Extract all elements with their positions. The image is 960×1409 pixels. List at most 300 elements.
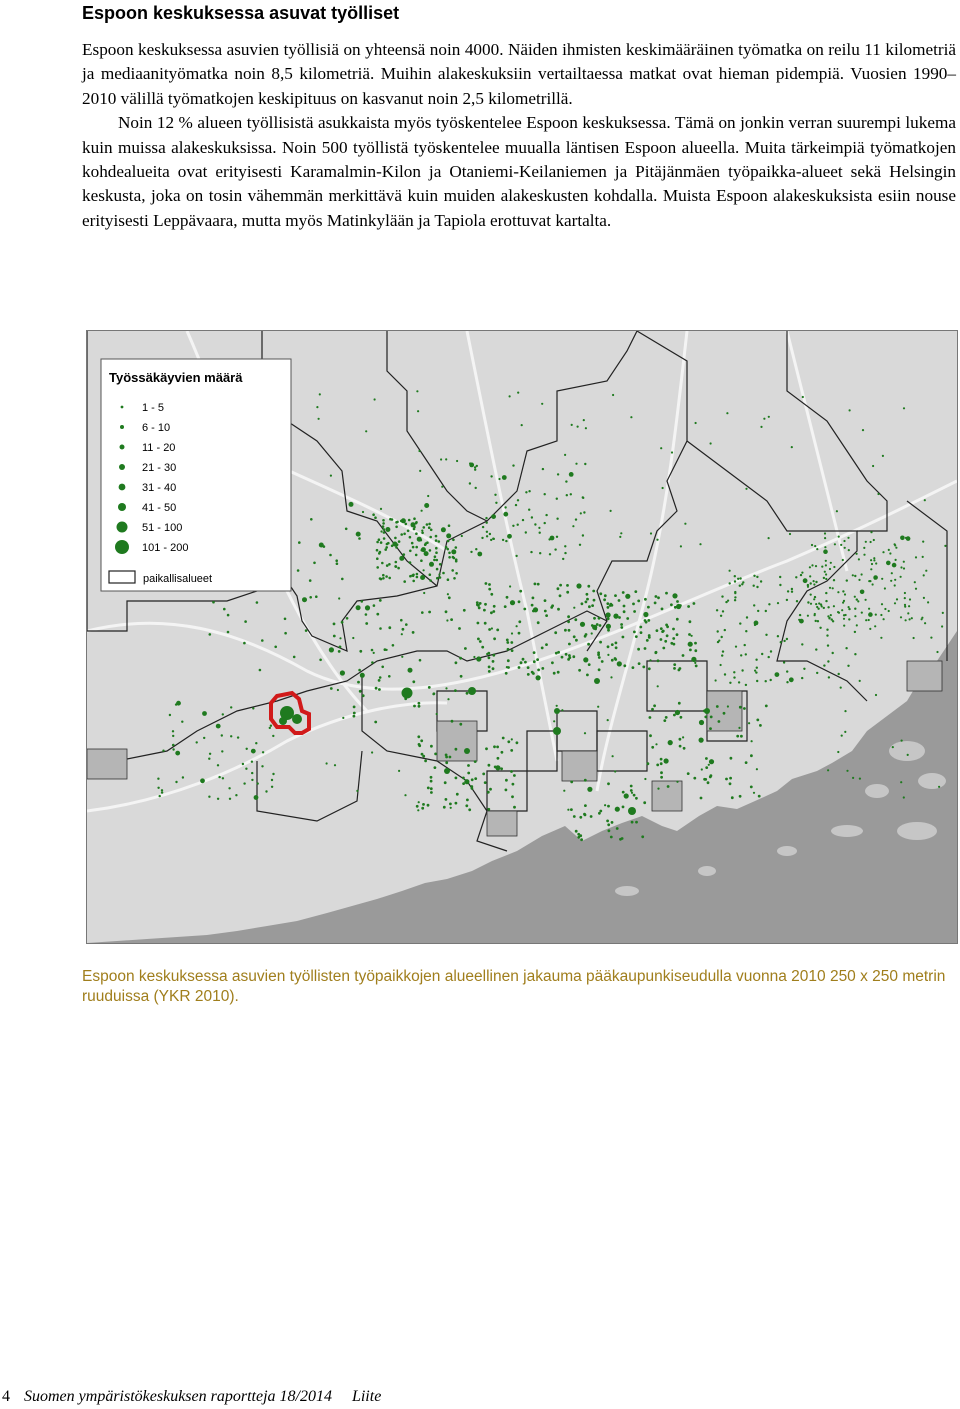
employment-dot <box>936 651 938 653</box>
employment-dot <box>754 621 759 626</box>
employment-dot <box>846 579 848 581</box>
paragraph-1: Espoon keskuksessa asuvien työllisiä on yhteensä noin 4000. Näiden ihmisten keskimääräinen työmatka on reilu 11 kilometriä ja mediaanityömatka noin 8,5 kilometriä. Muihin alakeskuksiin vertailtaessa matkat ovat hieman pidempiä. Vuosien 1990–2010 välillä työmatkojen keskipituus on kasvanut noin 2,5 kilometrillä. <box>82 40 956 108</box>
employment-dot <box>922 541 924 543</box>
employment-dot <box>488 764 491 767</box>
employment-dot <box>379 676 382 679</box>
employment-dot <box>874 578 876 580</box>
employment-dot <box>923 597 925 599</box>
employment-dot <box>729 682 731 684</box>
employment-dot <box>556 518 558 520</box>
employment-dot <box>813 598 815 600</box>
employment-dot <box>333 623 336 626</box>
page-footer <box>2 1388 381 1406</box>
employment-dot <box>488 583 491 586</box>
employment-dot <box>418 801 420 803</box>
employment-dot <box>450 618 453 621</box>
employment-dot <box>687 605 690 608</box>
employment-dot <box>828 676 830 678</box>
employment-dot <box>443 806 446 809</box>
employment-dot <box>689 620 692 623</box>
employment-dot <box>816 548 818 550</box>
employment-dot <box>800 574 802 576</box>
employment-dot <box>430 529 433 532</box>
employment-dot <box>434 555 437 558</box>
employment-dot <box>509 395 511 397</box>
employment-dot <box>271 779 273 781</box>
employment-dot <box>587 787 592 792</box>
employment-dot <box>456 793 459 796</box>
legend-label-4: 21 - 30 <box>142 462 177 474</box>
employment-dot <box>485 582 488 585</box>
employment-dot <box>568 656 571 659</box>
employment-dot <box>172 748 174 750</box>
employment-dot <box>490 611 493 614</box>
employment-dot <box>401 656 403 658</box>
employment-dot <box>599 641 602 644</box>
employment-dot <box>753 575 755 577</box>
employment-dot <box>441 486 443 488</box>
employment-dot <box>904 604 906 606</box>
employment-dot <box>895 547 897 549</box>
employment-dot <box>623 664 626 667</box>
employment-dot <box>614 658 617 661</box>
employment-dot <box>422 803 425 806</box>
employment-dot <box>891 572 893 574</box>
employment-dot <box>722 610 724 612</box>
employment-dot <box>889 552 891 554</box>
employment-dot <box>251 779 253 781</box>
employment-dot <box>564 552 566 554</box>
employment-dot <box>382 574 385 577</box>
employment-dot <box>620 532 622 534</box>
employment-dot <box>708 764 710 766</box>
employment-dot <box>892 563 897 568</box>
employment-dot <box>760 580 762 582</box>
employment-dot <box>257 782 259 784</box>
employment-dot <box>208 796 210 798</box>
employment-dot <box>384 548 387 551</box>
employment-dot <box>379 551 382 554</box>
employment-dot <box>718 720 721 723</box>
employment-dot <box>579 834 582 837</box>
employment-dot <box>882 455 884 457</box>
employment-dot <box>541 647 544 650</box>
employment-dot <box>660 771 663 774</box>
employment-dot <box>615 646 618 649</box>
employment-dot <box>904 597 906 599</box>
employment-dot <box>608 829 611 832</box>
employment-dot <box>654 602 657 605</box>
employment-dot <box>506 641 509 644</box>
employment-dot <box>237 736 239 738</box>
employment-dot <box>859 680 861 682</box>
employment-dot <box>533 660 536 663</box>
employment-dot <box>842 590 844 592</box>
employment-dot <box>533 607 538 612</box>
employment-dot <box>628 807 636 815</box>
employment-dot <box>259 669 262 672</box>
employment-dot <box>477 604 480 607</box>
employment-dot <box>418 743 421 746</box>
employment-dot <box>517 499 519 501</box>
employment-dot <box>419 659 422 662</box>
employment-dot <box>743 707 746 710</box>
employment-dot <box>553 672 556 675</box>
employment-dot <box>597 653 600 656</box>
legend-label-1: 1 - 5 <box>142 402 165 414</box>
employment-dot <box>395 561 398 564</box>
legend-symbol-1 <box>121 406 124 409</box>
employment-dot <box>493 605 496 608</box>
employment-dot <box>271 786 273 788</box>
employment-dot <box>909 598 911 600</box>
employment-dot <box>448 552 451 555</box>
employment-dot <box>485 747 488 750</box>
employment-dot <box>341 578 344 581</box>
employment-dot <box>873 557 875 559</box>
employment-dot <box>421 611 424 614</box>
employment-dot <box>620 626 623 629</box>
employment-dot <box>391 518 394 521</box>
employment-dot <box>733 671 735 673</box>
employment-dot <box>612 394 614 396</box>
employment-dot <box>362 694 365 697</box>
employment-dot <box>484 781 487 784</box>
employment-dot <box>789 677 794 682</box>
employment-dot <box>779 576 781 578</box>
employment-dot <box>428 686 431 689</box>
employment-dot <box>888 549 890 551</box>
employment-dot <box>842 559 844 561</box>
employment-dot <box>274 646 277 649</box>
employment-dot <box>900 536 905 541</box>
employment-dot <box>468 687 476 695</box>
employment-dot <box>862 429 864 431</box>
employment-dot <box>455 546 458 549</box>
employment-dot <box>709 759 714 764</box>
employment-dot <box>510 749 513 752</box>
employment-dot <box>447 593 449 595</box>
employment-dot <box>573 607 575 609</box>
employment-dot <box>860 590 865 595</box>
employment-dot <box>559 584 562 587</box>
employment-dot <box>888 610 890 612</box>
employment-dot <box>809 566 811 568</box>
employment-dot <box>807 601 809 603</box>
employment-dot <box>542 468 544 470</box>
employment-dot <box>511 632 513 634</box>
employment-dot <box>353 715 356 718</box>
employment-dot <box>824 571 826 573</box>
employment-dot <box>502 539 504 541</box>
employment-dot <box>894 584 896 586</box>
employment-dot <box>683 747 686 750</box>
employment-dot <box>616 827 619 830</box>
employment-dot <box>417 809 419 811</box>
legend-symbol-3 <box>120 445 125 450</box>
legend <box>101 359 291 591</box>
employment-dot <box>200 778 205 783</box>
employment-dot <box>705 757 708 760</box>
employment-dot <box>521 424 523 426</box>
employment-dot <box>261 765 263 767</box>
employment-dot <box>884 608 886 610</box>
employment-dot <box>723 712 726 715</box>
employment-dot <box>358 669 361 672</box>
employment-dot <box>739 585 741 587</box>
employment-dot <box>388 675 391 678</box>
employment-dot <box>513 774 516 777</box>
employment-dot <box>395 526 398 529</box>
employment-dot <box>382 519 385 522</box>
employment-dot <box>533 651 536 654</box>
employment-dot <box>582 534 584 536</box>
employment-dot <box>396 521 399 524</box>
appendix-label: Liite <box>351 1388 382 1405</box>
employment-dot <box>564 454 566 456</box>
employment-dot <box>430 791 433 794</box>
employment-dot <box>455 777 458 780</box>
employment-dot <box>340 670 345 675</box>
employment-dot <box>448 596 451 599</box>
employment-dot <box>415 532 418 535</box>
employment-dot <box>882 551 884 553</box>
employment-dot <box>618 599 621 602</box>
employment-dot <box>439 563 442 566</box>
employment-dot <box>579 816 582 819</box>
employment-dot <box>432 693 434 695</box>
employment-dot <box>494 766 497 769</box>
employment-dot <box>495 502 497 504</box>
employment-dot <box>717 630 719 632</box>
employment-dot <box>756 576 758 578</box>
employment-dot <box>894 579 896 581</box>
employment-dot <box>768 603 770 605</box>
employment-dot <box>814 545 816 547</box>
employment-dot <box>507 648 510 651</box>
employment-dot <box>724 673 726 675</box>
employment-dot <box>269 727 271 729</box>
employment-dot <box>635 821 638 824</box>
employment-dot <box>474 777 477 780</box>
employment-dot <box>832 652 834 654</box>
employment-dot <box>418 450 420 452</box>
employment-dot <box>848 549 850 551</box>
employment-dot <box>815 620 817 622</box>
employment-dot <box>161 789 163 791</box>
employment-dot <box>580 622 585 627</box>
employment-dot <box>373 652 375 654</box>
employment-dot <box>678 669 681 672</box>
employment-dot <box>814 613 816 615</box>
employment-dot <box>649 734 652 737</box>
employment-dot <box>591 632 593 634</box>
employment-dot <box>833 579 835 581</box>
employment-dot <box>852 777 854 779</box>
employment-dot <box>534 523 536 525</box>
employment-dot <box>402 688 413 699</box>
employment-dot <box>488 628 491 631</box>
employment-dot <box>484 622 487 625</box>
employment-dot <box>904 592 906 594</box>
employment-dot <box>843 625 845 627</box>
employment-dot <box>644 598 647 601</box>
employment-dot <box>442 529 445 532</box>
employment-dot <box>777 602 779 604</box>
employment-dot <box>217 798 219 800</box>
employment-dot <box>371 751 373 753</box>
employment-dot <box>588 663 591 666</box>
employment-dot <box>482 526 484 528</box>
employment-dot <box>655 743 657 745</box>
employment-dot <box>674 606 677 609</box>
employment-dot <box>598 656 601 659</box>
employment-dot <box>385 527 390 532</box>
employment-dot <box>599 592 602 595</box>
employment-dot <box>579 544 581 546</box>
employment-dot <box>584 732 586 734</box>
employment-dot <box>604 594 607 597</box>
employment-dot <box>676 781 678 783</box>
employment-dot <box>739 622 741 624</box>
employment-dot <box>585 601 588 604</box>
employment-dot <box>429 549 432 552</box>
employment-dot <box>837 591 839 593</box>
employment-dot <box>449 756 452 759</box>
employment-dot <box>235 794 237 796</box>
employment-dot <box>664 640 667 643</box>
employment-dot <box>313 562 316 565</box>
employment-dot <box>400 533 403 536</box>
employment-dot <box>768 656 770 658</box>
employment-dot <box>693 602 696 605</box>
employment-dot <box>254 795 259 800</box>
employment-dot <box>486 522 488 524</box>
employment-dot <box>527 666 530 669</box>
employment-dot <box>518 620 521 623</box>
employment-dot <box>654 651 657 654</box>
employment-dot <box>570 781 573 784</box>
employment-dot <box>730 757 733 760</box>
employment-dot <box>222 713 224 715</box>
employment-dot <box>801 677 803 679</box>
employment-dot <box>464 779 469 784</box>
employment-dot <box>660 447 662 449</box>
employment-dot <box>870 541 872 543</box>
employment-dot <box>675 710 680 715</box>
employment-dot <box>593 617 596 620</box>
employment-dot <box>786 638 788 640</box>
employment-dot <box>927 601 929 603</box>
employment-dot <box>506 596 509 599</box>
employment-dot <box>242 763 244 765</box>
employment-dot <box>400 619 403 622</box>
employment-dot <box>733 676 735 678</box>
employment-dot <box>379 577 382 580</box>
employment-dot <box>537 669 540 672</box>
employment-dot <box>827 606 829 608</box>
employment-dot <box>569 472 574 477</box>
employment-dot <box>361 600 364 603</box>
employment-dot <box>541 667 544 670</box>
employment-dot <box>755 671 757 673</box>
employment-dot <box>745 761 748 764</box>
employment-dot <box>895 559 897 561</box>
employment-dot <box>592 590 595 593</box>
employment-dot <box>318 418 320 420</box>
employment-dot <box>695 665 698 668</box>
employment-dot <box>374 721 377 724</box>
employment-dot <box>682 736 684 738</box>
employment-dot <box>564 629 567 632</box>
employment-dot <box>445 761 448 764</box>
employment-dot <box>875 694 877 696</box>
employment-dot <box>840 687 842 689</box>
employment-dot <box>825 560 827 562</box>
employment-dot <box>490 475 492 477</box>
employment-dot <box>768 537 770 539</box>
employment-dot <box>710 716 713 719</box>
employment-dot <box>518 632 521 635</box>
employment-dot <box>567 620 570 623</box>
employment-dot <box>722 650 724 652</box>
employment-dot <box>442 572 445 575</box>
employment-dot <box>584 814 587 817</box>
employment-dot <box>451 569 454 572</box>
employment-dot <box>243 782 245 784</box>
employment-dot <box>477 622 480 625</box>
employment-dot <box>633 794 636 797</box>
employment-dot <box>691 657 696 662</box>
employment-dot <box>584 463 586 465</box>
employment-dot <box>720 615 722 617</box>
employment-dot <box>687 772 690 775</box>
employment-dot <box>903 796 905 798</box>
employment-dot <box>498 478 500 480</box>
employment-dot <box>603 598 606 601</box>
employment-dot <box>566 494 568 496</box>
employment-dot <box>758 795 761 798</box>
employment-dot <box>405 523 408 526</box>
employment-dot <box>649 716 652 719</box>
employment-dot <box>598 617 601 620</box>
employment-dot <box>925 570 927 572</box>
employment-dot <box>745 630 747 632</box>
employment-dot <box>807 615 809 617</box>
employment-dot <box>423 569 425 571</box>
employment-dot <box>583 657 588 662</box>
employment-dot <box>694 642 697 645</box>
employment-dot <box>522 658 525 661</box>
employment-dot <box>196 741 198 743</box>
employment-dot <box>309 579 312 582</box>
employment-dot <box>446 533 451 538</box>
employment-dot <box>868 612 873 617</box>
employment-dot <box>750 754 753 757</box>
employment-dot <box>597 706 599 708</box>
employment-dot <box>492 654 495 657</box>
map-svg <box>87 331 957 943</box>
employment-dot <box>825 573 827 575</box>
employment-dot <box>222 777 224 779</box>
employment-dot <box>346 617 349 620</box>
employment-dot <box>430 745 433 748</box>
employment-dot <box>571 424 573 426</box>
employment-dot <box>637 648 640 651</box>
employment-dot <box>556 498 558 500</box>
employment-dot <box>930 637 932 639</box>
employment-dot <box>409 536 412 539</box>
